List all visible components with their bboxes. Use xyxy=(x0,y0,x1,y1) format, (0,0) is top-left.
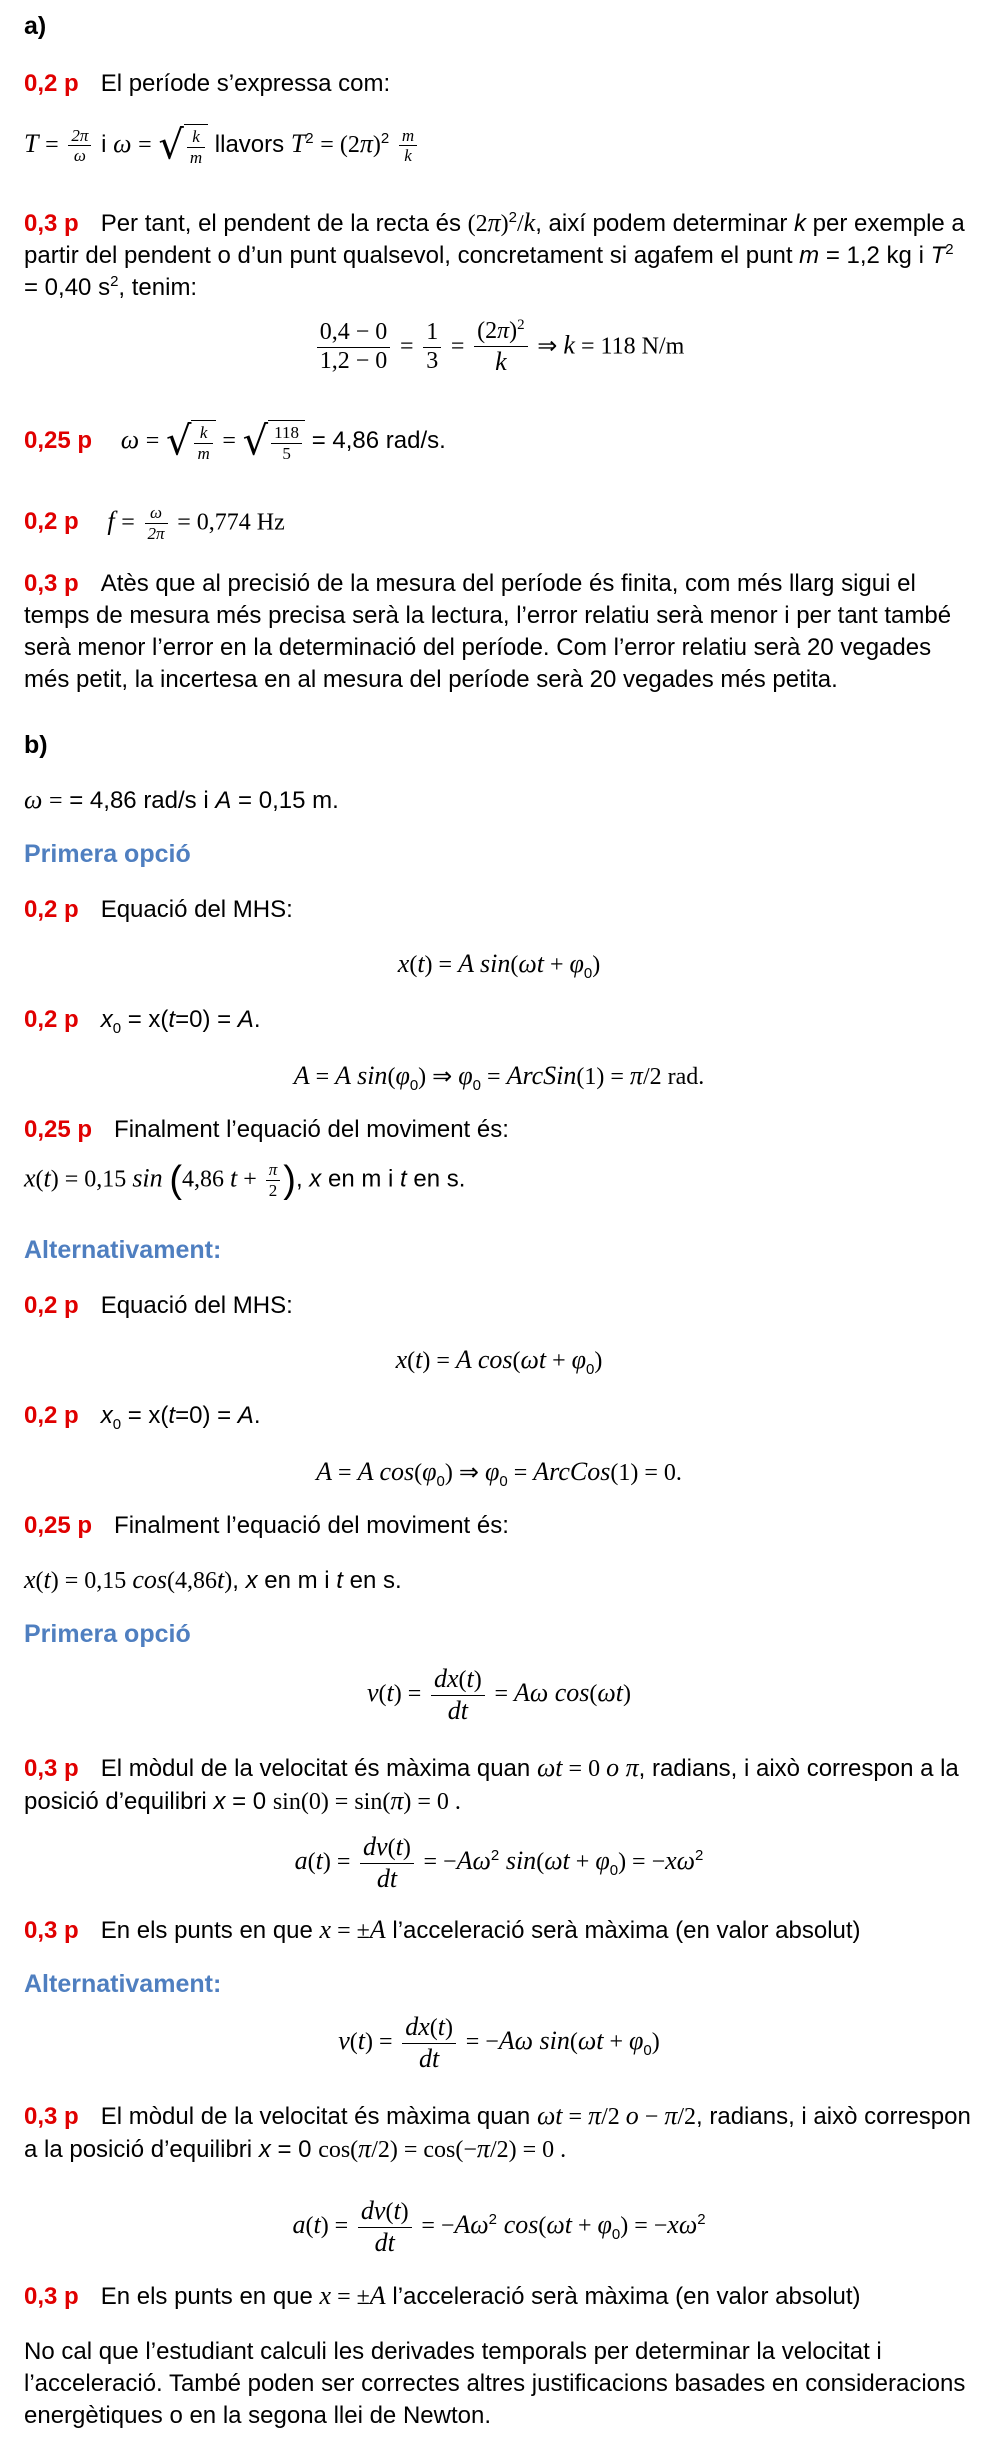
a-frequency-line: 0,2 p f = $\frac{\omega}{2\pi}$ = 0,774 Hz xyxy=(24,503,285,543)
b-velocity-sin-equation: v(t) = $\frac{dx(t)}{dt}$ = Aω cos(ωt) xyxy=(367,1664,631,1725)
b-mhs-line-alt: 0,2 p Equació del MHS: xyxy=(24,1292,293,1319)
option-heading: Primera opció xyxy=(24,840,191,868)
b-motion-sin-equation: x(t) = 0,15 sin (4,86 t + $\frac{\pi}{2}$ ), x en m i t en s. xyxy=(24,1159,466,1202)
points-label: 0,2 p xyxy=(24,70,79,97)
section-a-heading: a) xyxy=(24,12,47,40)
a-period-line: 0,2 p El període s’expressa com: xyxy=(24,70,391,97)
b-amax-line: 0,3 p En els punts en que x = ±A l’acceleració serà màxima (en valor absolut) xyxy=(24,1915,861,1944)
option-heading-2: Primera opció xyxy=(24,1620,191,1648)
final-note-paragraph: No cal que l’estudiant calculi les derivades temporals per determinar la velocitat i l’acceleració. També poden ser correctes altres justificacions basades en consideracions energètiques o en la segona llei de Newton. xyxy=(24,2338,966,2429)
b-amax-line-alt: 0,3 p En els punts en que x = ±A l’acceleració serà màxima (en valor absolut) xyxy=(24,2281,861,2310)
b-cos-equation: x(t) = A $\cos(\omega t + \varphi_0)$ xyxy=(395,1345,603,1378)
b-phase-cos-equation: A = A $\cos(\varphi_0)$ ⇒ $\varphi_0$ = ArcCos(1) = 0. xyxy=(316,1457,682,1490)
b-phase-sin-equation: A = A $\sin(\varphi_0)$ ⇒ $\varphi_0$ = ArcSin(1) = π/2 rad. xyxy=(293,1061,705,1094)
b-vmax-paragraph-alt: 0,3 p El mòdul de la velocitat és màxima quan ωt = π/2 o − π/2, radians, i això correspon a la posició d’equilibri x = 0 cos(π/2) = cos(−π/2) = 0 . xyxy=(24,2101,971,2163)
b-vmax-paragraph: 0,3 p El mòdul de la velocitat és màxima quan ωt = 0 o π, radians, i això correspon a la posició d’equilibri x = 0 sin(0) = sin(π) = 0 . xyxy=(24,1753,959,1815)
a-period-formula: T = $\frac{2\pi}{\omega}$ i ω = √ $\frac{k}{m}$ llavors $T^2 = (2\pi)^2$ $\frac{m}{k}$ xyxy=(24,124,974,184)
b-data-line: ω = = 4,86 rad/s i A = 0,15 m. xyxy=(24,785,339,814)
b-x0-line: 0,2 p $x_0 = x(t=0) = A$. xyxy=(24,1006,261,1037)
b-accel-cos-equation: a(t) = $\frac{dv(t)}{dt}$ = $-A\omega^2$ $\cos(\omega t + \varphi_0) = -x\omega^2$ xyxy=(292,2196,706,2257)
b-final-line-alt: 0,25 p Finalment l’equació del moviment és: xyxy=(24,1512,509,1539)
section-b-heading: b) xyxy=(24,731,48,759)
a-error-paragraph: 0,3 p Atès que al precisió de la mesura del període és finita, com més llarg sigui el temps de mesura més precisa serà la lectura, l’error relatiu serà menor i per tant també serà menor l’error en la determinació del període. Com l’error relatiu serà 20 vegades més petit, la incertesa en al mesura del període serà 20 vegades més petita. xyxy=(24,570,952,693)
b-velocity-cos-equation: v(t) = $\frac{dx(t)}{dt}$ = −Aω $\sin(\omega t + \varphi_0)$ xyxy=(338,2012,660,2073)
alternative-heading: Alternativament: xyxy=(24,1236,222,1264)
a-omega-line: 0,25 p ω = √ $\frac{k}{m}$ = √ $\frac{118}{5}$ = 4,86 rad/s. xyxy=(24,418,446,465)
alternative-heading-2: Alternativament: xyxy=(24,1970,222,1998)
b-motion-cos-equation: x(t) = 0,15 cos(4,86t), x en m i t en s. xyxy=(24,1565,402,1594)
b-mhs-line: 0,2 p Equació del MHS: xyxy=(24,896,293,923)
b-sin-equation: x(t) = A $\sin(\omega t + \varphi_0)$ xyxy=(397,949,601,982)
b-x0-line-alt: 0,2 p $x_0 = x(t=0) = A$. xyxy=(24,1402,261,1433)
a-slope-equation: $\frac{0,4 - 0}{1,2 - 0}$ = $\frac{1}{3}$ = $\frac{(2\pi)^2}{k}$ ⇒ k = 118 N/m xyxy=(24,318,974,376)
a-slope-paragraph: 0,3 p Per tant, el pendent de la recta és $(2\pi)^2/k$, així podem determinar k per exemple a partir del pendent o d’un punt qualsevol, concretament si agafem el punt m = 1,2 kg i $T^2 = 0,40$ $s^2$, tenim: xyxy=(24,208,965,301)
b-final-line: 0,25 p Finalment l’equació del moviment és: xyxy=(24,1116,509,1143)
b-accel-sin-equation: a(t) = $\frac{dv(t)}{dt}$ = $-A\omega^2$ $\sin(\omega t + \varphi_0) = -x\omega^2$ xyxy=(294,1832,704,1893)
